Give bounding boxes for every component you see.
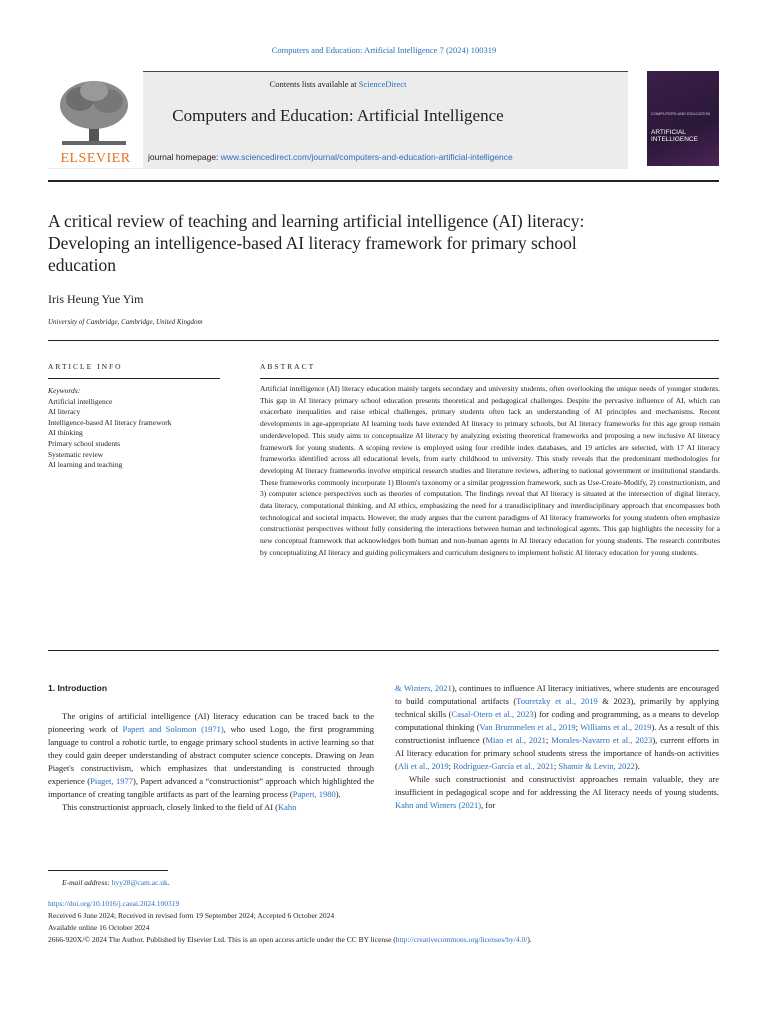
email-link[interactable]: hyy28@cam.ac.uk xyxy=(111,878,168,887)
citation-link[interactable]: Touretzky et al., 2019 xyxy=(516,696,598,706)
footnote-divider xyxy=(48,870,168,871)
keyword-item: AI literacy xyxy=(48,407,81,417)
doi-link[interactable]: https://doi.org/10.1016/j.caeai.2024.100319 xyxy=(48,899,180,908)
paragraph: While such constructionist and constructivist approaches remain valuable, they are insufficient in pedagogical scope and for addressing the AI literacy needs of young students. Kahn and Winters (2021), for xyxy=(395,774,719,810)
citation-link[interactable]: Papert, 1980 xyxy=(292,789,336,799)
sciencedirect-link[interactable]: ScienceDirect xyxy=(358,79,407,89)
citation-link[interactable]: Ali et al., 2019 xyxy=(397,761,449,771)
citation-link[interactable]: Miao et al., 2021 xyxy=(485,735,546,745)
email-footnote: E-mail address: hyy28@cam.ac.uk. xyxy=(62,878,170,887)
abstract-text: Artificial intelligence (AI) literacy education mainly targets secondary and university students, often overlooking the unique needs of younger students. This gap in AI literacy primary school education presents theoretical and pedagogical challenges. Despite the pervasive influence of AI, which can exacerbate inequalities and raise ethical challenges, primary students often lack an understanding of AI principles and mechanisms. Recent developments in age-appropriate AI learning tools have extended AI literacy to primary schools, but AI literacy frameworks for this age group remain underdeveloped. This study aims to conceptualize AI literacy by analyzing existing theoretical frameworks and proposing a new inclusive AI literacy framework for young students. A scoping review is employed using four credible index databases, and 19 articles are selected, with 17 AI literacy frameworks identified across all educational levels, from early childhood to university. This study reveals that the predominant methodologies for developing AI literacy frameworks involve empirical research studies and literature reviews, adhering to national government or institutional standards. These frameworks commonly incorporate 1) Bloom's taxonomy or a similar progression framework, such as Use-Create-Modify, 2) constructionism, and 3) computer science perspectives such as theories of computation. The findings reveal that AI literacy is situated at the intersection of digital literacy, data literacy, computational thinking, and AI ethics, emphasizing the need for a transdisciplinary and interdisciplinary approach that encompasses both technological and societal impacts. However, the study argues that the current paradigms of AI literacy frameworks for young students often emphasize constructionist perspectives without fully considering the interactions between human and technological agents. This gap highlights the necessity for a new conceptual framework that acknowledges both human and non-human agents in AI literacy education for young students. The research contributes by conceptualizing AI literacy and guiding policymakers and curriculum designers to implement holistic AI literacy education for young students. xyxy=(260,384,720,557)
license-link[interactable]: http://creativecommons.org/licenses/by/4.0/ xyxy=(395,935,528,944)
contents-line xyxy=(48,79,628,89)
journal-title: Computers and Education: Artificial Intelligence xyxy=(172,106,504,125)
abstract-end-divider xyxy=(48,650,719,651)
author-affiliation: University of Cambridge, Cambridge, United Kingdom xyxy=(48,318,203,326)
homepage-link[interactable]: www.sciencedirect.com/journal/computers-and-education-artificial-intelligence xyxy=(220,152,513,162)
citation-link[interactable]: Kahn xyxy=(278,802,297,812)
journal-reference[interactable]: Computers and Education: Artificial Intelligence 7 (2024) 100319 xyxy=(271,45,497,55)
email-label: E-mail address: xyxy=(62,878,112,887)
keyword-item: Systematic review xyxy=(48,449,104,459)
body-column-left xyxy=(48,682,374,814)
citation-link[interactable]: Piaget, 1977 xyxy=(90,776,133,786)
paragraph: & Winters, 2021), continues to influence AI literacy initiatives, where students are encouraged to build computational artifacts (Touretzky et al., 2019 & 2023), primarily by applying technical skills (Casal-Otero et al., 2023) for coding and programming, as a means to develop computational thinking (Van Brummelen et al., 2019; Williams et al., 2019). As a result of this constructionist influence (Miao et al., 2021; Morales-Navarro et al., 2023), current efforts in AI literacy education for primary school students stress the importance of hands-on activities (Ali et al., 2019; Rodríguez-García et al., 2021; Shamir & Levin, 2022). xyxy=(395,683,719,771)
citation-link[interactable]: Van Brummelen et al., 2019 xyxy=(479,722,576,732)
contents-prefix: Contents lists available at xyxy=(269,79,359,89)
article-info-divider xyxy=(48,378,220,379)
body-column-right xyxy=(395,682,719,812)
citation-link[interactable]: Shamir & Levin, 2022 xyxy=(558,761,635,771)
keywords-label: Keywords: xyxy=(48,386,81,395)
article-info-heading: ARTICLE INFO xyxy=(48,362,123,371)
paragraph: The origins of artificial intelligence (AI) literacy education can be traced back to the pioneering work of Papert and Solomon (1971), who used Logo, the first programming language to control a robotic turtle, to engage primary school students in active learning so that they could gain deeper understanding of abstract computer science concepts. Drawing on Jean Piaget's constructivism, which emphasizes that understanding is constructed through experience (Piaget, 1977), Papert advanced a “constructionist” approach which highlighted the importance of creating tangible artifacts as part of the learning process (Papert, 1980). xyxy=(48,711,375,799)
keyword-item: Intelligence-based AI literacy framework xyxy=(48,417,172,427)
received-dates: Received 6 June 2024; Received in revised form 19 September 2024; Accepted 6 October 2024 xyxy=(48,911,335,920)
section-heading-introduction: 1. Introduction xyxy=(48,683,108,693)
journal-homepage xyxy=(148,152,628,162)
available-online-date: Available online 16 October 2024 xyxy=(48,923,150,932)
paragraph: This constructionist approach, closely linked to the field of AI (Kahn xyxy=(62,802,297,812)
citation-link[interactable]: Papert and Solomon (1971) xyxy=(122,724,224,734)
cover-title: ARTIFICIAL INTELLIGENCE xyxy=(651,129,698,143)
title-divider xyxy=(48,340,719,341)
citation-link[interactable]: Williams et al., 2019 xyxy=(580,722,652,732)
cover-subtitle: COMPUTERS AND EDUCATION xyxy=(651,111,711,116)
keyword-item: Primary school students xyxy=(48,438,121,448)
abstract-heading: ABSTRACT xyxy=(260,362,316,371)
license-statement: 2666-920X/© 2024 The Author. Published by Elsevier Ltd. This is an open access article under the CC BY license (http://creativecommons.org/licenses/by/4.0/). xyxy=(48,935,532,944)
publisher-name: ELSEVIER xyxy=(60,151,131,166)
keyword-item: AI learning and teaching xyxy=(48,460,123,470)
citation-link[interactable]: Kahn and Winters (2021) xyxy=(395,800,482,810)
abstract-divider xyxy=(260,378,719,379)
keyword-item: Artificial intelligence xyxy=(48,396,113,406)
homepage-label: journal homepage: xyxy=(148,152,221,162)
citation-link[interactable]: Morales-Navarro et al., 2023 xyxy=(551,735,653,745)
citation-link[interactable]: Casal-Otero et al., 2023 xyxy=(451,709,534,719)
keyword-item: AI thinking xyxy=(48,428,83,438)
citation-link[interactable]: & Winters, 2021 xyxy=(395,683,452,693)
keywords-block xyxy=(48,386,218,471)
article-title: A critical review of teaching and learning artificial intelligence (AI) literacy: Developing an intelligence-based AI literacy framework for primary school education xyxy=(48,211,585,275)
header-divider xyxy=(48,180,719,182)
citation-link[interactable]: Rodríguez-García et al., 2021 xyxy=(453,761,554,771)
journal-cover-image[interactable] xyxy=(647,71,719,166)
author-name: Iris Heung Yue Yim xyxy=(48,292,144,306)
